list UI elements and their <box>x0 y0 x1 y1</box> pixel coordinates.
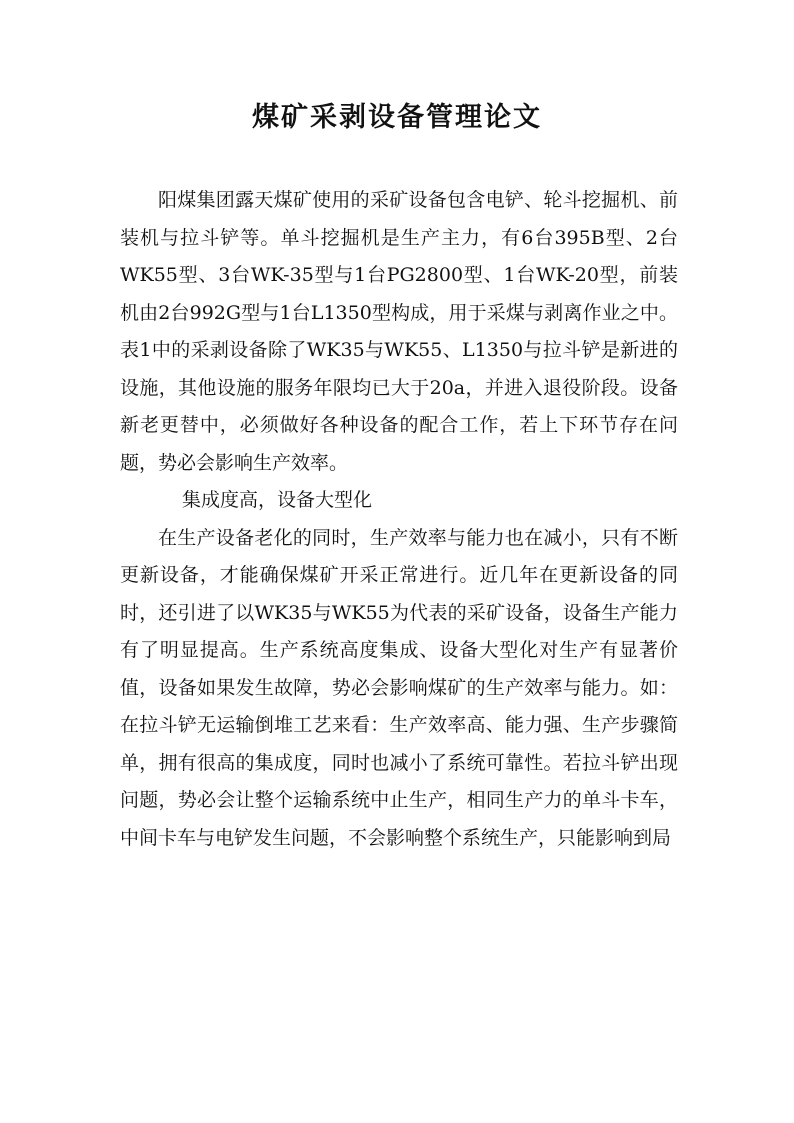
section-heading: 集成度高，设备大型化 <box>182 489 373 511</box>
paragraph-integration: 在生产设备老化的同时，生产效率与能力也在减小，只有不断更新设备，才能确保煤矿开采正常进行。近几年在更新设备的同时，还引进了以WK35与WK55为代表的采矿设备，设备生产能力有了明显提高。生产系统高度集成、设备大型化对生产有显著价值，设备如果发生故障，势必会影响煤矿的生产效率与能力。如：在拉斗铲无运输倒堆工艺来看：生产效率高、能力强、生产步骤简单，拥有很高的集成度，同时也减小了系统可靠性。若拉斗铲出现问题，势必会让整个运输系统中止生产，相同生产力的单斗卡车，中间卡车与电铲发生问题，不会影响整个系统生产，只能影响到局 <box>120 526 678 849</box>
document-body <box>120 182 678 857</box>
paragraph-intro: 阳煤集团露天煤矿使用的采矿设备包含电铲、轮斗挖掘机、前装机与拉斗铲等。单斗挖掘机是生产主力，有6台395B型、2台WK55型、3台WK-35型与1台PG2800型、1台WK-20型，前装机由2台992G型与1台L1350型构成，用于采煤与剥离作业之中。表1中的采剥设备除了WK35与WK55、L1350与拉斗铲是新进的设施，其他设施的服务年限均已大于20a，并进入退役阶段。设备新老更替中，必须做好各种设备的配合工作，若上下环节存在问题，势必会影响生产效率。 <box>120 189 678 474</box>
document-title: 煤矿采剥设备管理论文 <box>252 102 542 133</box>
